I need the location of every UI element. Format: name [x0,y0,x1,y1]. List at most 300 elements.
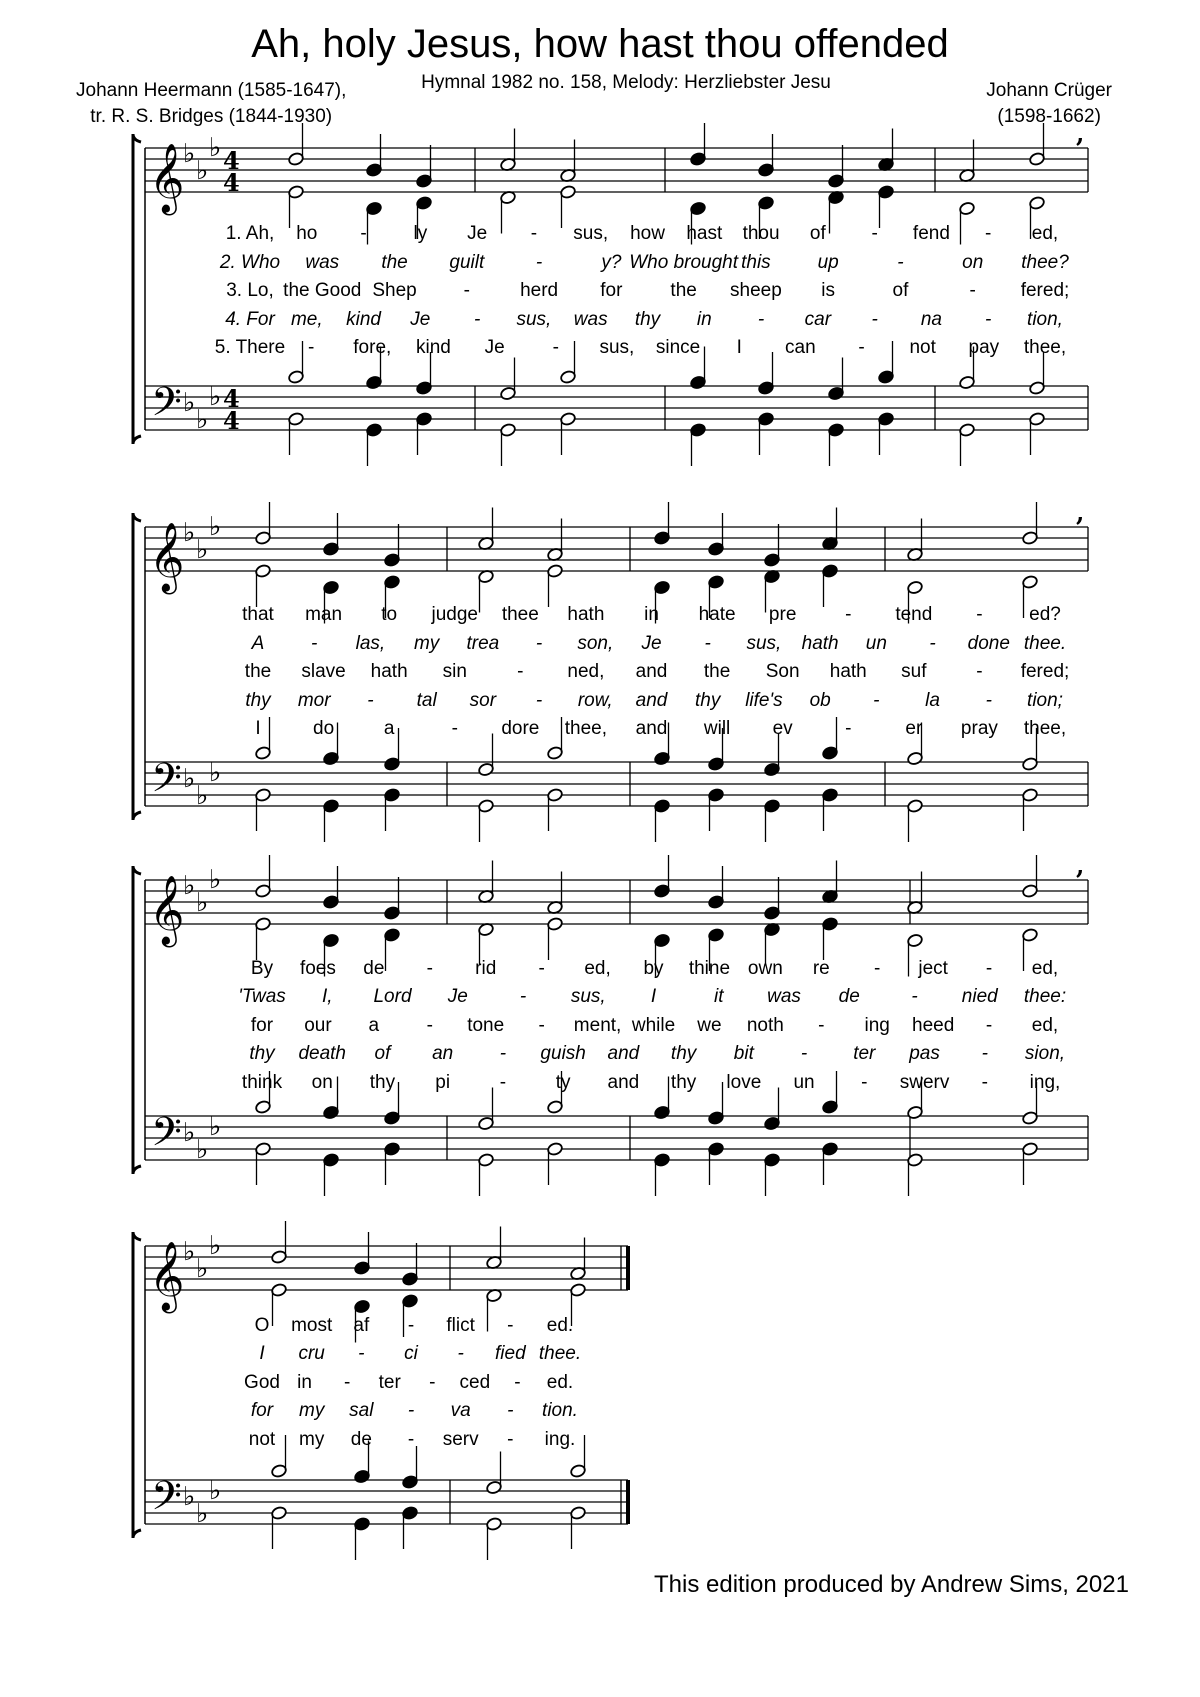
lyric-syllable: ned, [567,661,605,682]
lyric-syllable: heed [912,1015,955,1036]
lyric-syllable: - [985,1015,993,1036]
lyric-syllable: I [259,1343,265,1364]
note-head [654,799,671,814]
note-head [323,751,340,766]
note-head [288,152,305,167]
note-head [959,375,976,390]
flat-icon: ♭ [209,1476,222,1506]
lyric-syllable: is [821,280,836,301]
note-head [1022,575,1039,590]
lyric-syllable: Je [467,223,488,244]
lyric-syllable: judge [431,604,478,625]
note-head [547,788,564,803]
bass-clef-icon: 𝄢 [151,379,182,435]
lyric-syllable: un [793,1072,815,1093]
lyric-syllable: - [535,252,543,273]
lyric-syllable: of [809,223,826,244]
note-head [500,386,517,401]
lyric-syllable: me, [290,309,323,330]
note-head [323,933,340,948]
flat-icon: ♭ [183,518,196,548]
lyric-syllable: hath [801,633,839,654]
note-head [654,1105,671,1120]
note-head [828,386,845,401]
lyric-syllable: a [383,718,395,739]
time-signature-digit: 4 [223,146,240,175]
note-head [764,1153,781,1168]
note-head [402,1294,419,1309]
note-head [1029,381,1046,396]
flat-icon: ♭ [196,888,209,918]
lyric-syllable: - [429,1372,436,1393]
lyric-syllable: herd [520,280,559,301]
note-head [878,412,895,427]
lyric-syllable: ly [413,223,428,244]
note-head [764,762,781,777]
lyric-syllable: pay [968,337,1000,358]
lyric-syllable: thy [670,1072,697,1093]
lyric-syllable: ed, [1031,958,1059,979]
lyric-syllable: - [538,1015,545,1036]
note-head [478,762,495,777]
lyric-syllable: - [981,1072,988,1093]
lyric-syllable: pas [909,1043,940,1064]
note-head [1022,1111,1039,1126]
note-head [1029,196,1046,211]
lyric-syllable: it [714,986,724,1007]
bass-clef-icon: 𝄢 [151,1473,182,1529]
lyric-syllable: - [757,309,765,330]
lyric-syllable: car [804,309,832,330]
time-signature-digit: 4 [223,168,240,197]
note-head [654,580,671,595]
lyric-syllable: I [255,718,261,739]
lyric-syllable: 'Twas [238,986,286,1007]
lyric-syllable: thy [634,309,661,330]
note-head [690,375,707,390]
lyric-syllable: thee, [1023,718,1067,739]
lyric-syllable: - [367,690,374,711]
note-head [822,1142,839,1157]
lyric-syllable: - [897,252,904,273]
treble-clef-icon: 𝄞 [149,522,185,592]
note-head [1022,928,1039,943]
flat-icon: ♭ [209,382,222,412]
note-head [384,906,401,921]
note-head [255,1100,272,1115]
lyric-syllable: sor [469,690,497,711]
note-head [547,1100,564,1115]
flat-icon: ♭ [183,1118,196,1148]
lyric-syllable: not [909,337,936,358]
lyric-syllable: - [818,1015,825,1036]
lyric-syllable: the [703,661,731,682]
note-head [570,1283,587,1298]
note-head [323,895,340,910]
lyric-syllable: ed, [1031,223,1059,244]
note-head [708,542,725,557]
note-head [255,884,272,899]
note-head [959,423,976,438]
note-head [271,1464,288,1479]
composer-line-1: Johann Crüger [986,80,1112,101]
lyric-syllable: flict [446,1315,475,1336]
lyric-syllable: death [298,1043,346,1064]
lyric-syllable: man [305,604,343,625]
lyric-syllable: thee [501,604,539,625]
lyric-syllable: ject [918,958,948,979]
note-head [255,788,272,803]
lyric-syllable: - [976,604,983,625]
lyric-syllable: was [767,986,801,1007]
lyric-syllable: - [873,690,880,711]
lyric-syllable: pray [960,718,998,739]
lyric-syllable: thee: [1023,986,1067,1007]
lyric-syllable: ty [555,1072,571,1093]
lyric-syllable: sin [442,661,467,682]
lyric-syllable: tend [895,604,933,625]
lyric-syllable: on [962,252,984,273]
lyric-syllable: - [499,1072,507,1093]
flat-icon: ♭ [209,1231,222,1261]
lyric-syllable: - [871,309,878,330]
note-head [384,553,401,568]
lyric-syllable: mor [297,690,331,711]
note-head [384,1111,401,1126]
lyric-syllable: - [969,280,976,301]
lyric-syllable: sus, [516,309,552,330]
note-head [822,746,839,761]
lyric-syllable: trea [466,633,500,654]
note-head [1029,152,1046,167]
lyric-syllable: ed, [584,958,611,979]
note-head [255,531,272,546]
note-head [907,933,924,948]
lyric-syllable: Je [641,633,662,654]
lyric-syllable: - [530,223,538,244]
flat-icon: ♭ [196,1135,209,1165]
note-head [708,928,725,943]
flat-icon: ♭ [209,758,222,788]
lyric-syllable: - [845,718,852,739]
note-head [560,185,577,200]
lyric-syllable: hath [829,661,867,682]
flat-icon: ♭ [196,781,209,811]
lyric-syllable: - [407,1429,415,1450]
lyric-syllable: swerv [899,1072,950,1093]
lyric-syllable: for [250,1015,274,1036]
lyric-syllable: - [358,1343,365,1364]
time-signature-digit: 4 [223,406,240,435]
lyric-syllable: hath [370,661,408,682]
lyric-syllable: on [311,1072,333,1093]
lyric-syllable: Shep [372,280,417,301]
lyric-syllable: ci [404,1343,418,1364]
note-head [570,1506,587,1521]
flat-icon: ♭ [209,512,222,542]
lyric-syllable: thee, [564,718,608,739]
note-head [354,1261,371,1276]
flat-icon: ♭ [183,388,196,418]
note-head [708,757,725,772]
lyric-syllable: - [704,633,711,654]
lyric-syllable: to [381,604,398,625]
note-head [402,1272,419,1287]
lyric-syllable: cru [298,1343,325,1364]
edition-credit: This edition produced by Andrew Sims, 2021 [654,1571,1129,1598]
lyric-syllable: serv [442,1429,479,1450]
lyric-syllable: de [350,1429,372,1450]
note-head [822,917,839,932]
note-head [271,1283,288,1298]
lyric-syllable: and [635,718,668,739]
lyric-syllable: ed, [1031,1015,1059,1036]
hymn-subtitle: Hymnal 1982 no. 158, Melody: Herzliebster Jesu [421,72,831,93]
note-head [560,412,577,427]
flat-icon: ♭ [196,405,209,435]
lyric-syllable: - [552,337,559,358]
lyric-syllable: Lord [373,986,412,1007]
note-head [288,370,305,385]
note-head [500,423,517,438]
note-head [1022,788,1039,803]
lyric-syllable: ment, [573,1015,622,1036]
lyric-syllable: of [892,280,909,301]
note-head [478,799,495,814]
lyric-syllable: in [696,309,712,330]
lyric-syllable: life's [745,690,783,711]
lyric-syllable: - [535,633,543,654]
system-bracket [133,134,141,444]
lyric-syllable: fered; [1020,280,1070,301]
lyric-syllable: na [920,309,942,330]
lyric-syllable: this [741,252,771,273]
lyric-syllable: de [838,986,860,1007]
lyric-syllable: suf [901,661,927,682]
lyric-syllable: tone [467,1015,505,1036]
lyric-syllable: 5. There [214,337,286,358]
note-head [822,788,839,803]
lyric-syllable: that [242,604,274,625]
lyric-syllable: ing, [1029,1072,1061,1093]
lyric-syllable: - [985,223,992,244]
lyric-syllable: er [905,718,923,739]
treble-clef-icon: 𝄞 [149,1241,185,1311]
lyric-syllable: while [631,1015,676,1036]
lyric-syllable: ced [459,1372,491,1393]
note-head [907,751,924,766]
lyric-syllable: God [244,1372,280,1393]
lyric-syllable: most [291,1315,333,1336]
lyric-syllable: the Good [283,280,362,301]
note-head [288,185,305,200]
lyric-syllable: thine [688,958,731,979]
lyric-syllable: dore [501,718,540,739]
note-head [1022,1142,1039,1157]
lyric-syllable: ed? [1029,604,1061,625]
flat-icon: ♭ [196,1254,209,1284]
note-head [547,564,564,579]
lyric-syllable: - [473,309,481,330]
lyric-syllable: we [697,1015,722,1036]
note-head [654,1153,671,1168]
note-head [366,163,383,178]
note-head [708,788,725,803]
lyric-syllable: sus, [746,633,782,654]
lyric-syllable: thee. [1023,633,1067,654]
flat-icon: ♭ [209,133,222,163]
note-head [402,1506,419,1521]
lyric-syllable: ob [809,690,831,711]
lyric-syllable: - [845,604,852,625]
lyric-syllable: thy [369,1072,396,1093]
lyric-syllable: ing [864,1015,890,1036]
lyric-syllable: Je [447,986,468,1007]
lyric-syllable: las, [355,633,386,654]
lyric-syllable: tion. [542,1400,578,1421]
note-head [907,1105,924,1120]
note-head [547,917,564,932]
lyric-syllable: a [368,1015,380,1036]
lyric-syllable: O [254,1315,270,1336]
note-head [384,1142,401,1157]
lyric-syllable: by [643,958,664,979]
note-head [547,746,564,761]
note-head [366,423,383,438]
lyric-syllable: fered; [1020,661,1070,682]
lyric-syllable: - [929,633,936,654]
lyric-syllable: my [298,1400,325,1421]
lyric-syllable: sion, [1024,1043,1066,1064]
note-head [323,542,340,557]
note-head [366,201,383,216]
lyric-syllable: for [250,1400,274,1421]
note-head [758,381,775,396]
note-head [271,1250,288,1265]
flat-icon: ♭ [183,764,196,794]
lyric-syllable: - [514,1372,521,1393]
lyric-syllable: can [785,337,816,358]
note-head [907,1153,924,1168]
flat-icon: ♭ [209,1112,222,1142]
lyric-syllable: since [655,337,701,358]
flat-icon: ♭ [183,871,196,901]
lyric-syllable: de [363,958,385,979]
flat-icon: ♭ [209,865,222,895]
lyric-syllable: how [630,223,665,244]
lyric-syllable: va [450,1400,471,1421]
note-head [255,746,272,761]
lyric-syllable: - [538,958,545,979]
note-head [255,564,272,579]
lyric-syllable: the [670,280,697,301]
lyric-syllable: sheep [730,280,782,301]
lyric-syllable: - [985,958,993,979]
lyric-syllable: - [499,1043,507,1064]
note-head [764,799,781,814]
lyric-syllable: 4. For [225,309,275,330]
note-head [654,933,671,948]
lyric-syllable: rid [475,958,497,979]
flat-icon: ♭ [196,535,209,565]
breath-mark-icon: , [1076,851,1085,880]
lyric-syllable: - [343,1372,351,1393]
lyric-syllable: - [976,661,983,682]
lyric-syllable: 2. Who [219,252,281,273]
lyric-syllable: - [874,958,881,979]
lyric-syllable: thy [695,690,721,711]
note-head [758,412,775,427]
composer-line-2: (1598-1662) [997,106,1101,127]
time-signature-digit: 4 [223,384,240,413]
lyric-syllable: Je [410,309,431,330]
lyric-syllable: - [407,1315,415,1336]
note-head [323,1105,340,1120]
note-head [354,1299,371,1314]
note-head [547,1142,564,1157]
bass-clef-icon: 𝄢 [151,755,182,811]
note-head [416,381,433,396]
lyric-syllable: - [981,1043,988,1064]
lyric-syllable: own [747,958,783,979]
note-head [416,412,433,427]
lyric-syllable: guish [540,1043,586,1064]
lyric-syllable: and [635,690,668,711]
lyric-syllable: - [307,337,315,358]
note-head [366,375,383,390]
lyric-syllable: and [635,661,668,682]
breath-mark-icon: , [1076,498,1085,527]
note-head [764,906,781,921]
note-head [828,174,845,189]
lyric-syllable: son, [577,633,614,654]
lyric-syllable: 1. Ah, [225,223,275,244]
lyric-syllable: guilt [449,252,485,273]
note-head [1022,531,1039,546]
flat-icon: ♭ [183,1482,196,1512]
note-head [288,412,305,427]
lyric-syllable: fied [495,1343,526,1364]
note-head [323,799,340,814]
lyric-syllable: - [507,1315,514,1336]
treble-clef-icon: 𝄞 [149,143,185,213]
lyric-syllable: think [241,1072,283,1093]
note-head [416,174,433,189]
lyric-syllable: - [911,986,918,1007]
note-head [354,1517,371,1532]
lyric-syllable: and [607,1072,640,1093]
lyric-syllable: sus, [599,337,635,358]
lyric-syllable: sus, [570,986,606,1007]
note-head [690,201,707,216]
lyric-syllable: - [426,1015,433,1036]
note-head [1022,757,1039,772]
note-head [878,185,895,200]
note-head [907,799,924,814]
note-head [690,152,707,167]
lyric-syllable: thee? [1021,252,1069,273]
lyric-syllable: an [432,1043,454,1064]
lyric-syllable: tal [416,690,437,711]
lyric-syllable: for [600,280,623,301]
lyric-syllable: bit [733,1043,754,1064]
note-head [570,1464,587,1479]
lyric-syllable: sus, [573,223,609,244]
breath-mark-icon: , [1076,119,1085,148]
lyric-syllable: love [726,1072,762,1093]
note-head [654,884,671,899]
note-head [822,1100,839,1115]
